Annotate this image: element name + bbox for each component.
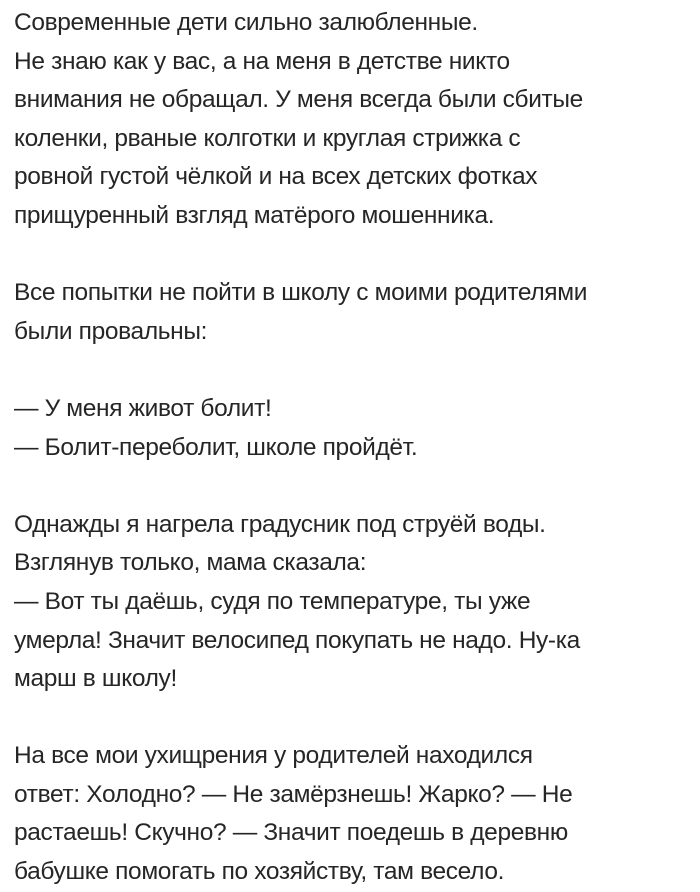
text-line: Однажды я нагрела градусник под струёй воды. (14, 510, 546, 538)
dialogue-line: — Болит-переболит, школе пройдёт. (14, 433, 418, 461)
dialogue-line: — У меня живот болит! (14, 394, 272, 422)
dialogue-paragraph (14, 390, 690, 467)
paragraph (14, 4, 690, 236)
paragraph (14, 274, 690, 351)
paragraph (14, 737, 690, 891)
text-line: Современные дети сильно залюбленные. (14, 9, 478, 36)
dialogue-line: — Вот ты даёшь, судя по температуре, ты уже (14, 587, 531, 615)
paragraph (14, 506, 690, 699)
text-line: На все мои ухищрения у родителей находился (14, 742, 533, 770)
text-line: марш в школу! (14, 665, 177, 693)
text-line: были провальны: (14, 317, 208, 345)
text-line: Все попытки не пойти в школу с моими родителями (14, 279, 588, 307)
post-text (14, 4, 690, 892)
text-line: внимания не обращал. У меня всегда были сбитые (14, 86, 583, 114)
text-line: прищуренный взгляд матёрого мошенника. (14, 201, 495, 229)
text-line: Не знаю как у вас, а на меня в детстве никто (14, 47, 510, 75)
text-line: умерла! Значит велосипед покупать не надо. Ну-ка (14, 626, 580, 654)
text-line: растаешь! Скучно? — Значит поедешь в деревню (14, 819, 568, 847)
text-line: коленки, рваные колготки и круглая стрижка с (14, 124, 521, 152)
text-line: Взглянув только, мама сказала: (14, 549, 367, 577)
text-line: ровной густой чёлкой и на всех детских фотках (14, 163, 538, 191)
text-line: ответ: Холодно? — Не замёрзнешь! Жарко? — Не (14, 780, 573, 808)
text-line: бабушке помогать по хозяйству, там весело. (14, 858, 505, 886)
